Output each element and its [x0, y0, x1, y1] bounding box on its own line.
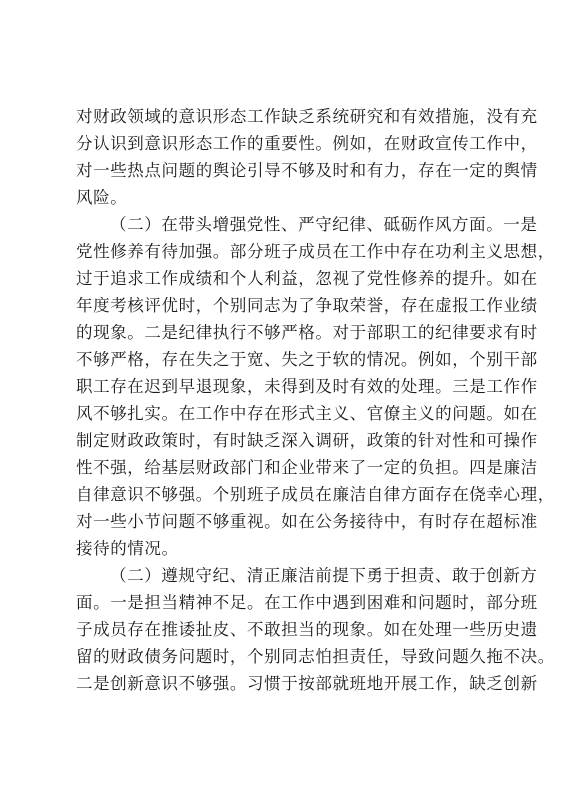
text-line: 过于追求工作成绩和个人利益，忽视了党性修养的提升。如在	[76, 269, 538, 288]
section-heading-line: （二）遵规守纪、清正廉洁前提下勇于担责、敢于创新方	[110, 566, 538, 585]
text-line: 风险。	[76, 188, 128, 207]
text-line: 对一些小节问题不够重视。如在公务接待中，有时存在超标准	[76, 512, 538, 531]
section-heading-line: （二）在带头增强党性、严守纪律、砥砺作风方面。一是	[110, 215, 538, 234]
text-line: 的现象。二是纪律执行不够严格。对于部职工的纪律要求有时	[76, 323, 538, 342]
text-line: 职工存在迟到早退现象，未得到及时有效的处理。三是工作作	[76, 377, 538, 396]
text-line: 子成员存在推诿扯皮、不敢担当的现象。如在处理一些历史遗	[76, 620, 538, 639]
text-line: 自律意识不够强。个别班子成员在廉洁自律方面存在侥幸心理，	[76, 485, 555, 504]
text-line: 风不够扎实。在工作中存在形式主义、官僚主义的问题。如在	[76, 404, 538, 423]
text-line: 分认识到意识形态工作的重要性。例如，在财政宣传工作中，	[76, 134, 538, 153]
text-line: 不够严格，存在失之于宽、失之于软的情况。例如，个别干部	[76, 350, 538, 369]
text-line: 对一些热点问题的舆论引导不够及时和有力，存在一定的舆情	[76, 161, 538, 180]
text-line: 年度考核评优时，个别同志为了争取荣誉，存在虚报工作业绩	[76, 296, 538, 315]
text-line: 制定财政政策时，有时缺乏深入调研，政策的针对性和可操作	[76, 431, 538, 450]
text-line: 性不强，给基层财政部门和企业带来了一定的负担。四是廉洁	[76, 458, 538, 477]
text-line: 接待的情况。	[76, 539, 179, 558]
text-line: 二是创新意识不够强。习惯于按部就班地开展工作，缺乏创新	[76, 674, 538, 693]
text-line: 面。一是担当精神不足。在工作中遇到困难和问题时，部分班	[76, 593, 538, 612]
text-line: 留的财政债务问题时，个别同志怕担责任，导致问题久拖不决。	[76, 647, 555, 666]
text-line: 党性修养有待加强。部分班子成员在工作中存在功利主义思想，	[76, 242, 555, 261]
text-line: 对财政领域的意识形态工作缺乏系统研究和有效措施，没有充	[76, 107, 538, 126]
